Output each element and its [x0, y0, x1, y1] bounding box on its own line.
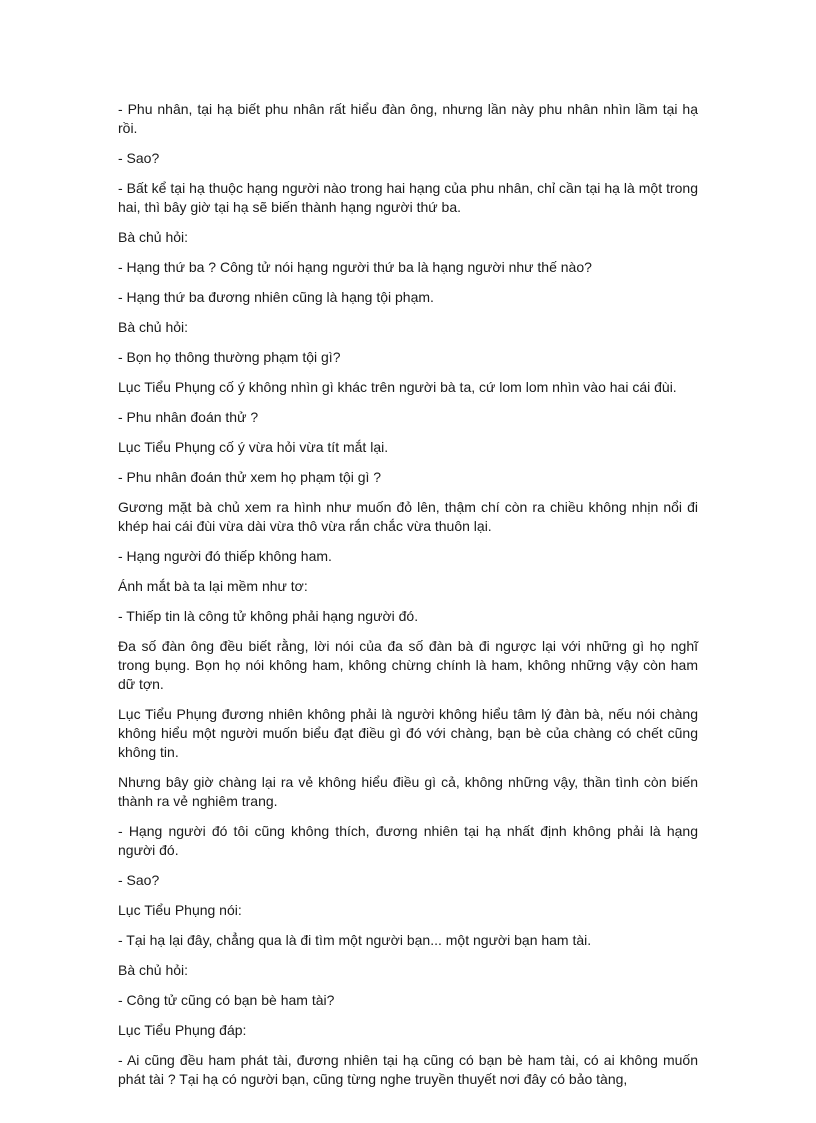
paragraph: - Tại hạ lại đây, chẳng qua là đi tìm một người bạn... một người bạn ham tài.	[118, 932, 592, 948]
paragraph: Gương mặt bà chủ xem ra hình như muốn đỏ lên, thậm chí còn ra chiều không nhịn nổi đi khép hai cái đùi vừa dài vừa thô vừa rắn chắc vừa thuôn lại.	[118, 499, 698, 534]
paragraph: - Phu nhân, tại hạ biết phu nhân rất hiểu đàn ông, nhưng lần này phu nhân nhìn lầm tại hạ rồi.	[118, 101, 698, 136]
paragraph: - Công tử cũng có bạn bè ham tài?	[118, 992, 335, 1008]
paragraph: Bà chủ hỏi:	[118, 962, 189, 978]
paragraph: - Hạng thứ ba đương nhiên cũng là hạng tội phạm.	[118, 289, 434, 305]
paragraph: - Phu nhân đoán thử xem họ phạm tội gì ?	[118, 469, 382, 485]
paragraph: - Hạng người đó tôi cũng không thích, đương nhiên tại hạ nhất định không phải là hạng người đó.	[118, 823, 698, 858]
paragraph: - Bất kể tại hạ thuộc hạng người nào trong hai hạng của phu nhân, chỉ cần tại hạ là một trong hai, thì bây giờ tại hạ sẽ biến thành hạng người thứ ba.	[118, 180, 698, 215]
paragraph: Lục Tiểu Phụng nói:	[118, 902, 242, 918]
paragraph: Ánh mắt bà ta lại mềm như tơ:	[118, 578, 308, 594]
paragraph: - Bọn họ thông thường phạm tội gì?	[118, 349, 341, 365]
paragraph: - Hạng người đó thiếp không ham.	[118, 548, 332, 564]
paragraph: - Sao?	[118, 150, 160, 166]
document-page	[118, 100, 698, 1100]
paragraph: Lục Tiểu Phụng cố ý không nhìn gì khác trên người bà ta, cứ lom lom nhìn vào hai cái đùi.	[118, 379, 677, 395]
paragraph: - Sao?	[118, 872, 160, 888]
paragraph: - Thiếp tin là công tử không phải hạng người đó.	[118, 608, 419, 624]
paragraph: Bà chủ hỏi:	[118, 319, 189, 335]
paragraph: Đa số đàn ông đều biết rằng, lời nói của đa số đàn bà đi ngược lại với những gì họ nghĩ trong bụng. Bọn họ nói không ham, không chừng chính là ham, không những vậy còn ham dữ tợn.	[118, 638, 698, 692]
paragraph: Lục Tiểu Phụng đáp:	[118, 1022, 247, 1038]
paragraph: - Hạng thứ ba ? Công tử nói hạng người thứ ba là hạng người như thế nào?	[118, 259, 592, 275]
paragraph: Lục Tiểu Phụng đương nhiên không phải là người không hiểu tâm lý đàn bà, nếu nói chàng không hiểu một người muốn biểu đạt điều gì đó với chàng, bạn bè của chàng có chết cũng không tin.	[118, 706, 698, 760]
paragraph: - Phu nhân đoán thử ?	[118, 409, 259, 425]
paragraph: Lục Tiểu Phụng cố ý vừa hỏi vừa tít mắt lại.	[118, 439, 389, 455]
paragraph: - Ai cũng đều ham phát tài, đương nhiên tại hạ cũng có bạn bè ham tài, có ai không muốn phát tài ? Tại hạ có người bạn, cũng từng nghe truyền thuyết nơi đây có bảo tàng,	[118, 1052, 698, 1087]
paragraph: Bà chủ hỏi:	[118, 229, 189, 245]
paragraph: Nhưng bây giờ chàng lại ra vẻ không hiểu điều gì cả, không những vậy, thần tình còn biến thành ra vẻ nghiêm trang.	[118, 774, 698, 809]
